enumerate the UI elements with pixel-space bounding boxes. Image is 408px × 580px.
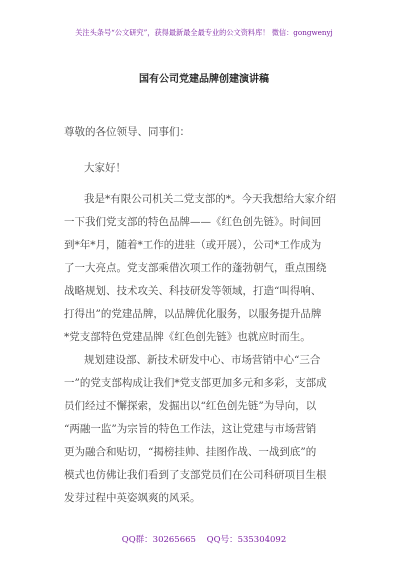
paragraph-line: 模式也仿佛让我们看到了支部党员们在公司科研项目生根	[64, 469, 327, 481]
header-promo-banner: 关注头条号“公文研究”，获得最新最全最专业的公文资料库！ 微信：gongwenyj	[75, 28, 333, 37]
paragraph-line: 一”的党支部构成让我们*党支部更加多元和多彩，支部成	[64, 377, 327, 389]
salutation: 尊敬的各位领导、同事们：	[64, 126, 190, 138]
paragraph-line: 一下我们党支部的特色品牌——《红色创先链》。时间回	[64, 216, 322, 228]
document-title: 国有公司党建品牌创建演讲稿	[139, 74, 269, 85]
paragraph-line: 战略规划、技术攻关、科技研发等领域，打造“叫得响、	[64, 285, 322, 297]
opening-greeting: 大家好！	[84, 162, 126, 174]
paragraph-line: 发芽过程中英姿飒爽的风采。	[64, 492, 201, 504]
paragraph-line: *党支部特色党建品牌《红色创先链》也就应时而生。	[64, 331, 311, 343]
paragraph-line: 我是*有限公司机关二党支部的*。今天我想给大家介绍	[84, 193, 336, 205]
paragraph-line: 了一大亮点。党支部乘借次项工作的蓬勃朝气，重点围绕	[64, 262, 327, 274]
paragraph-line: 打得出”的党建品牌，以品牌优化服务，以服务提升品牌	[64, 308, 322, 320]
footer-contact	[0, 533, 408, 545]
paragraph-line: 更为融合和贴切，“揭榜挂帅、挂图作战、一战到底”的	[64, 446, 317, 458]
paragraph-line: 员们经过不懈探索，发掘出以“红色创先链”为导向，以	[64, 400, 317, 412]
paragraph-line: 到*年*月，随着*工作的进驻（或开展），公司*工作成为	[64, 239, 322, 251]
paragraph-line: 规划建设部、新技术研发中心、市场营销中心“三合	[84, 354, 321, 366]
qq-group-number: QQ群：30265665	[121, 535, 196, 545]
paragraph-line: “两融一监”为宗旨的特色工作法，这让党建与市场营销	[64, 423, 317, 435]
qq-number: QQ号：535304092	[206, 535, 287, 545]
